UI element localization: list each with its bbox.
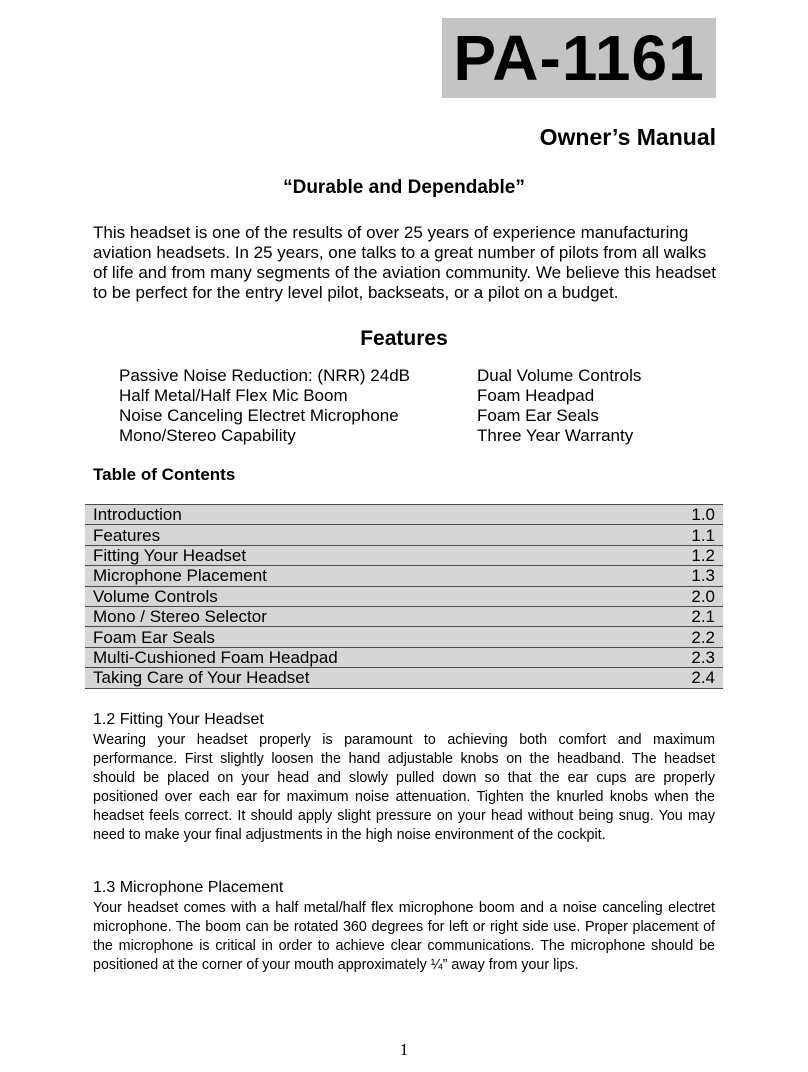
tagline: “Durable and Dependable” (283, 177, 525, 198)
toc-number: 1.0 (639, 505, 723, 525)
features-list-right (477, 366, 641, 446)
toc-number: 2.0 (639, 586, 723, 606)
toc-row (85, 525, 723, 545)
toc-row (85, 545, 723, 565)
page-number: 1 (399, 1040, 409, 1059)
toc-number: 2.2 (639, 627, 723, 647)
toc-row (85, 505, 723, 525)
toc-title: Fitting Your Headset (85, 545, 639, 565)
toc-number: 1.3 (639, 566, 723, 586)
toc-title: Taking Care of Your Headset (85, 668, 639, 688)
toc-number: 1.2 (639, 545, 723, 565)
feature-item: Dual Volume Controls (477, 366, 642, 385)
feature-item: Passive Noise Reduction: (NRR) 24dB (119, 366, 411, 385)
toc-title: Microphone Placement (85, 566, 639, 586)
section-heading-microphone: 1.3 Microphone Placement (93, 879, 284, 896)
toc-row (85, 566, 723, 586)
toc-number: 2.4 (639, 668, 723, 688)
features-list-left (119, 366, 410, 446)
toc-title: Multi-Cushioned Foam Headpad (85, 647, 639, 667)
toc-title: Volume Controls (85, 586, 639, 606)
toc-row (85, 668, 723, 688)
feature-item: Foam Ear Seals (477, 406, 599, 425)
toc-row (85, 627, 723, 647)
model-title: PA-1161 (442, 18, 716, 98)
section-body-fitting: Wearing your headset properly is paramount to achieving both comfort and maximum performance. First slightly loosen the hand adjustable knobs on the headband. The headset should be placed on your head and slowly pulled down so that the ear cups are properly positioned over each ear for maximum noise attenuation. Tighten the knurled knobs when the headset feels correct. It should apply slight pressure on your head without being snug. You may need to make your final adjustments in the high noise environment of the cockpit. (93, 732, 715, 843)
toc-number: 1.1 (639, 525, 723, 545)
section-heading-fitting: 1.2 Fitting Your Headset (93, 711, 264, 728)
toc-row (85, 606, 723, 626)
features-heading: Features (360, 327, 448, 350)
toc-number: 2.3 (639, 647, 723, 667)
feature-item: Noise Canceling Electret Microphone (119, 406, 399, 425)
feature-item: Mono/Stereo Capability (119, 426, 296, 445)
toc-title: Introduction (85, 505, 639, 525)
section-body-microphone: Your headset comes with a half metal/half flex microphone boom and a noise canceling electret microphone. The boom can be rotated 360 degrees for left or right side use. Proper placement of the microphone is critical in order to achieve clear communications. The microphone should be positioned at the corner of your mouth approximately ¼” away from your lips. (93, 900, 715, 973)
intro-paragraph: This headset is one of the results of over 25 years of experience manufacturing aviation headsets. In 25 years, one talks to a great number of pilots from all walks of life and from many segments of the aviation community. We believe this headset to be perfect for the entry level pilot, backseats, or a pilot on a budget. (93, 223, 717, 302)
feature-item: Three Year Warranty (477, 426, 634, 445)
toc-number: 2.1 (639, 606, 723, 626)
manual-subtitle: Owner’s Manual (539, 124, 716, 150)
toc-title: Features (85, 525, 639, 545)
toc-title: Foam Ear Seals (85, 627, 639, 647)
toc-row (85, 647, 723, 667)
feature-item: Foam Headpad (477, 386, 595, 405)
toc-heading: Table of Contents (93, 465, 236, 484)
feature-item: Half Metal/Half Flex Mic Boom (119, 386, 348, 405)
table-of-contents (85, 504, 723, 689)
toc-title: Mono / Stereo Selector (85, 606, 639, 626)
toc-row (85, 586, 723, 606)
